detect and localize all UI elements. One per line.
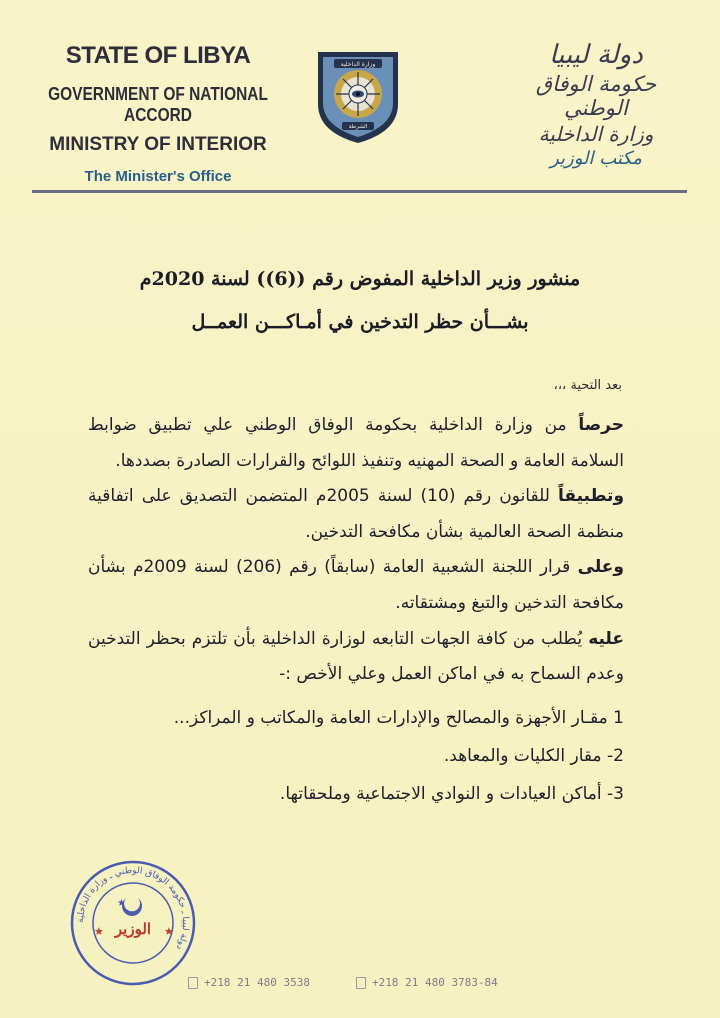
stamp-ring-text: دولة ليبيا ـ حكومة الوفاق الوطني ـ وزارة الداخلية	[75, 865, 191, 952]
phone-number-1: +218 21 480 3538	[204, 976, 310, 989]
emblem-top-text: وزارة الداخلية	[340, 61, 376, 68]
ministry-name-ar: وزارة الداخلية	[538, 122, 654, 146]
state-name-ar: دولة ليبيا	[549, 40, 643, 70]
paragraph-text: يُطلب من كافة الجهات التابعه لوزارة الداخلية بأن تلتزم بحظر التدخين وعدم السماح به في اماكن العمل وعلي الأخص :-	[88, 628, 624, 685]
greeting: بعد التحية ،،،	[553, 378, 622, 393]
circular-title: منشور وزير الداخلية المفوض رقم ((6)) لسنة 2020م	[139, 268, 581, 290]
paragraph-lead: وتطبيقاً	[558, 486, 625, 507]
paragraph-text: للقانون رقم (10) لسنة 2005م المتضمن التصديق على اتفاقية منظمة الصحة العالمية بشأن مكافحة التدخين.	[88, 486, 624, 542]
letter-body	[88, 408, 624, 813]
paragraph-text: قرار اللجنة الشعبية العامة (سابقاً) رقم (206) لسنة 2009م بشأن مكافحة التدخين والتبغ ومشتقاته.	[88, 557, 624, 613]
phone-number-2: +218 21 480 3783-84	[371, 976, 498, 989]
phone-block-2	[356, 976, 498, 989]
list-item: 1 مقـار الأجهزة والمصالح والإدارات العامة والمكاتب و المراكز...	[173, 707, 624, 728]
contact-footer	[188, 976, 498, 989]
arabic-letterhead	[506, 40, 686, 169]
stamp-center-text: الوزير	[114, 920, 152, 938]
paragraph-lead: عليه	[588, 628, 624, 649]
office-name-ar: مكتب الوزير	[550, 148, 642, 169]
circular-subject: بشـــأن حظر التدخين في أمـاكـــن العمــل	[191, 311, 529, 333]
state-name: STATE OF LIBYA	[65, 42, 251, 69]
emblem-bottom-text: الشرطة	[348, 124, 368, 130]
paragraph-request	[88, 622, 624, 693]
svg-text:★: ★	[117, 898, 126, 909]
paragraph-lead: حرصاً	[578, 415, 624, 435]
phone-block-1	[188, 976, 310, 989]
paragraph-law	[88, 479, 624, 550]
list-item: 2- مقار الكليات والمعاهد.	[443, 745, 624, 766]
phone-icon	[356, 977, 366, 989]
ministry-emblem-icon	[312, 46, 404, 146]
minister-stamp-icon	[68, 858, 198, 988]
locations-list	[88, 699, 624, 813]
english-letterhead	[28, 42, 288, 185]
list-item: 3- أماكن العيادات و النوادي الاجتماعية وملحقاتها.	[279, 783, 624, 804]
paragraph-concern	[88, 408, 624, 479]
paragraph-decision	[88, 550, 624, 621]
government-name-ar: حكومة الوفاق الوطني	[535, 72, 657, 120]
header-divider	[32, 190, 687, 193]
office-name: The Minister's Office	[84, 168, 232, 185]
paragraph-text: من وزارة الداخلية بحكومة الوفاق الوطني علي تطبيق ضوابط السلامة العامة و الصحة المهنيه وتنفيذ اللوائح والقرارات الصادرة بصددها.	[88, 415, 624, 471]
ministry-name: MINISTRY OF INTERIOR	[49, 134, 267, 155]
paragraph-lead: وعلى	[577, 557, 624, 578]
phone-icon	[188, 977, 198, 989]
svg-text:★: ★	[164, 925, 174, 938]
government-name: GOVERNMENT OF NATIONAL ACCORD	[48, 84, 268, 125]
svg-text:★: ★	[94, 925, 104, 938]
